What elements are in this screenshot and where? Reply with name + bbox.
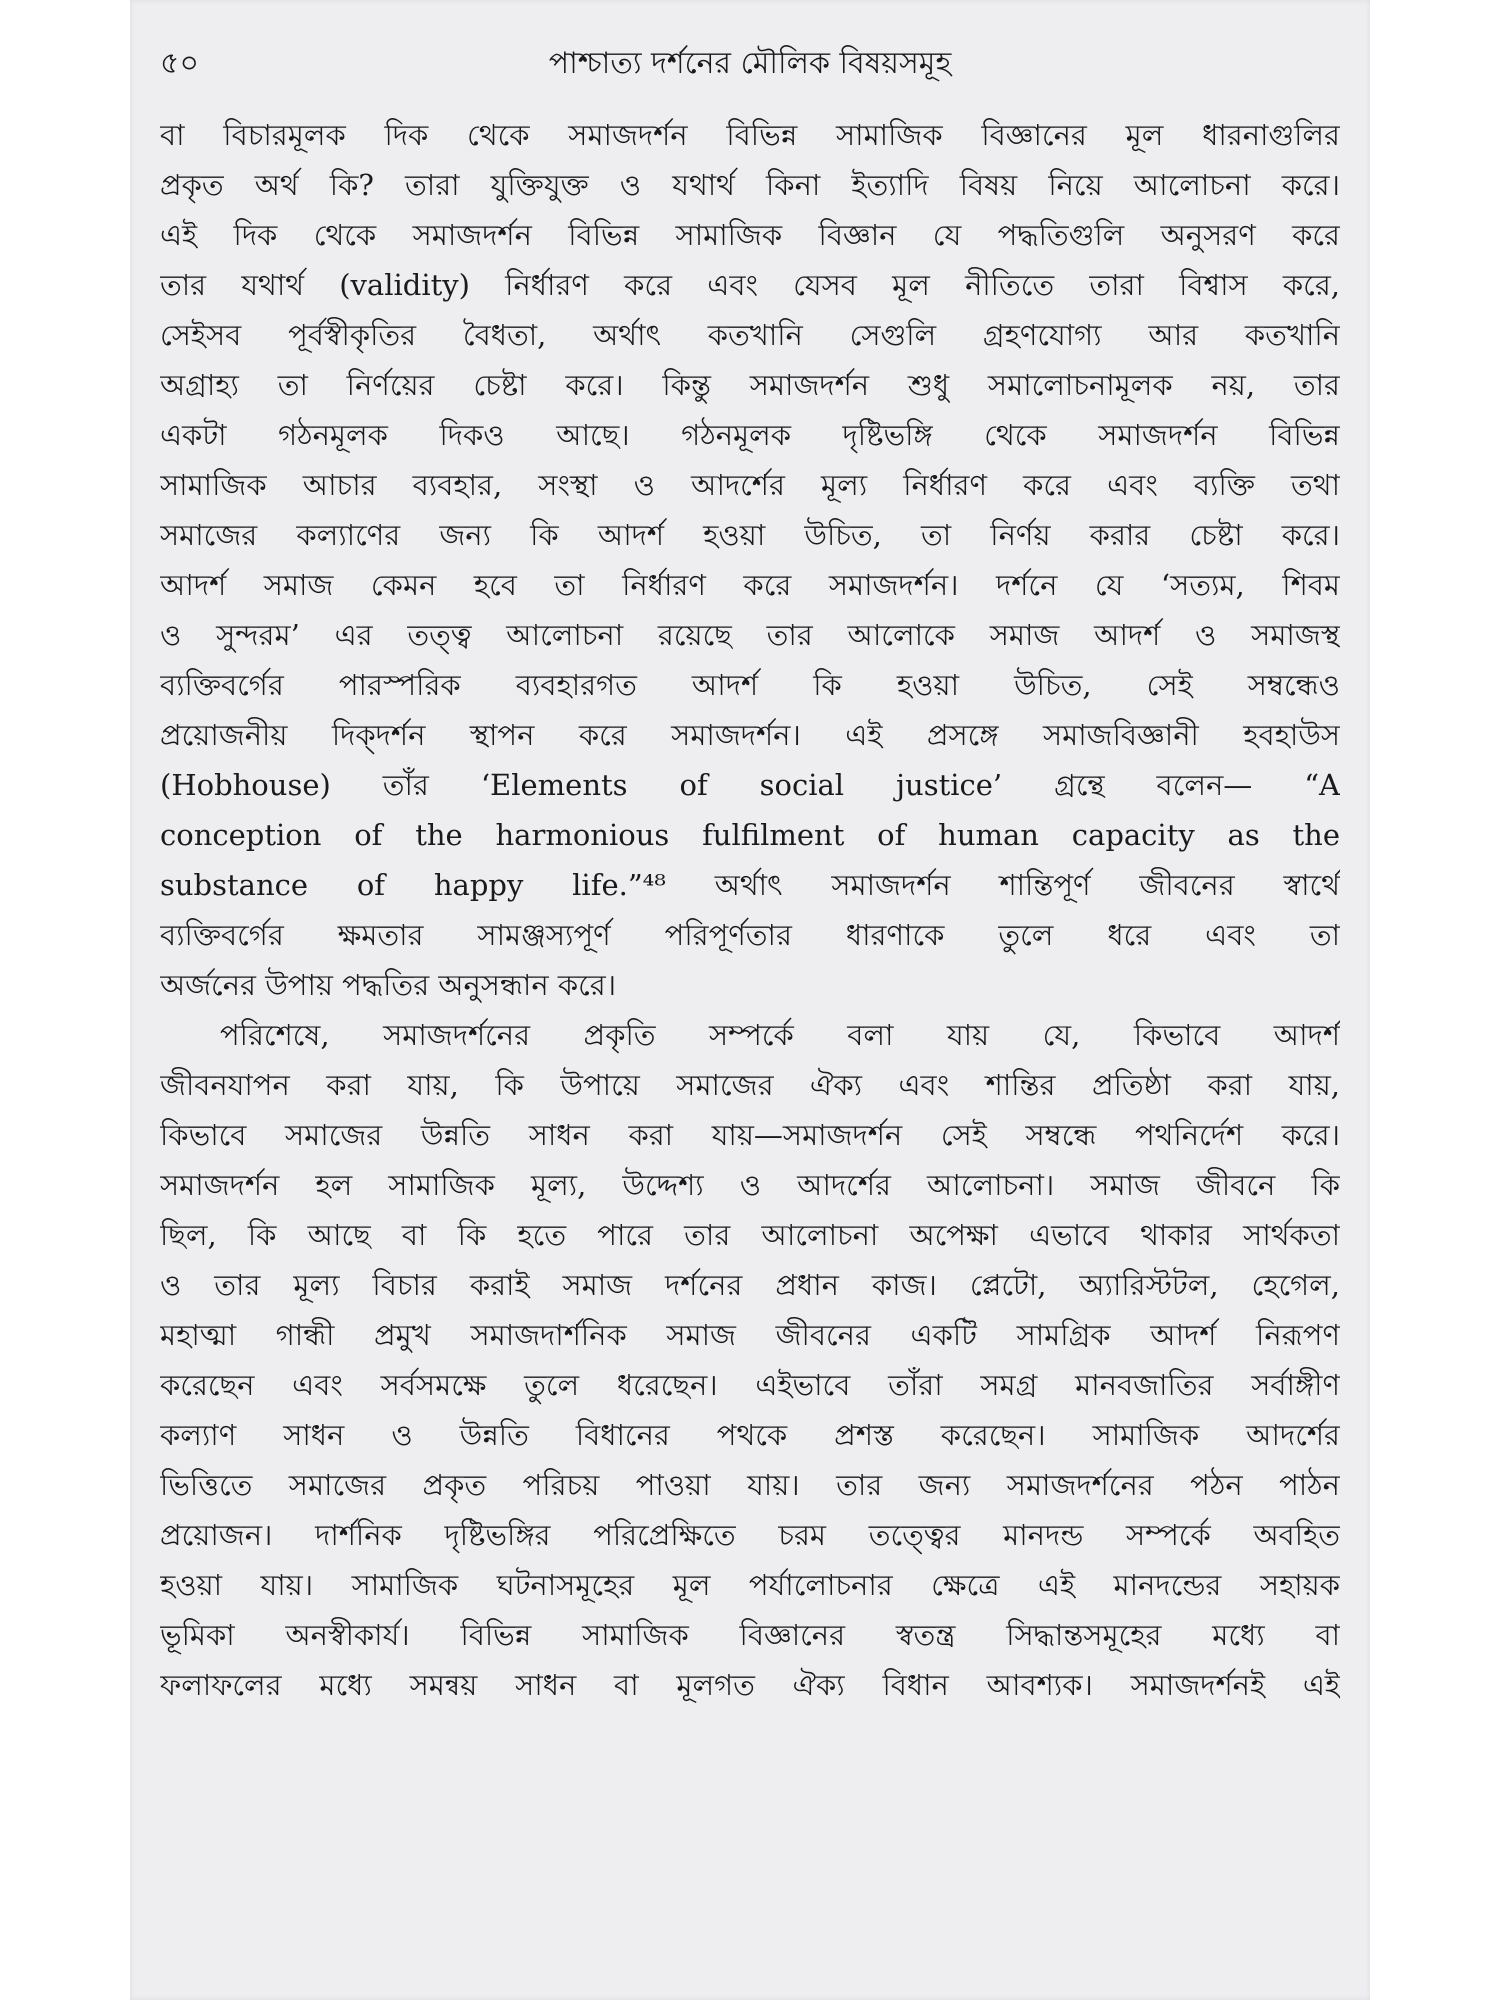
text-line: ভূমিকা অনস্বীকার্য। বিভিন্ন সামাজিক বিজ্ঞানের স্বতন্ত্র সিদ্ধান্তসমূহের মধ্যে বা bbox=[160, 1618, 1340, 1652]
text-line: সমাজদর্শন হল সামাজিক মূল্য, উদ্দেশ্য ও আদর্শের আলোচনা। সমাজ জীবনে কি bbox=[160, 1168, 1340, 1202]
text-line: একটা গঠনমূলক দিকও আছে। গঠনমূলক দৃষ্টিভঙ্গি থেকে সমাজদর্শন বিভিন্ন bbox=[160, 418, 1340, 452]
text-line: ব্যক্তিবর্গের ক্ষমতার সামঞ্জস্যপূর্ণ পরিপূর্ণতার ধারণাকে তুলে ধরে এবং তা bbox=[160, 918, 1340, 952]
text-line: মহাত্মা গান্ধী প্রমুখ সমাজদার্শনিক সমাজ জীবনের একটি সামগ্রিক আদর্শ নিরূপণ bbox=[160, 1318, 1340, 1352]
text-line: ও তার মূল্য বিচার করাই সমাজ দর্শনের প্রধান কাজ। প্লেটো, অ্যারিস্টটল, হেগেল, bbox=[160, 1268, 1340, 1302]
text-line: (Hobhouse) তাঁর ‘Elements of social justice’ গ্রন্থে বলেন— “A bbox=[160, 768, 1340, 802]
text-line: প্রয়োজনীয় দিক্দর্শন স্থাপন করে সমাজদর্শন। এই প্রসঙ্গে সমাজবিজ্ঞানী হবহাউস bbox=[160, 718, 1340, 752]
text-line: কল্যাণ সাধন ও উন্নতি বিধানের পথকে প্রশস্ত করেছেন। সামাজিক আদর্শের bbox=[160, 1418, 1340, 1452]
text-line: পরিশেষে, সমাজদর্শনের প্রকৃতি সম্পর্কে বলা যায় যে, কিভাবে আদর্শ bbox=[220, 1018, 1340, 1052]
text-line: সামাজিক আচার ব্যবহার, সংস্থা ও আদর্শের মূল্য নির্ধারণ করে এবং ব্যক্তি তথা bbox=[160, 468, 1340, 502]
text-line: ছিল, কি আছে বা কি হতে পারে তার আলোচনা অপেক্ষা এভাবে থাকার সার্থকতা bbox=[160, 1218, 1340, 1252]
text-line: প্রকৃত অর্থ কি? তারা যুক্তিযুক্ত ও যথার্থ কিনা ইত্যাদি বিষয় নিয়ে আলোচনা করে। bbox=[160, 168, 1340, 202]
text-line: অগ্রাহ্য তা নির্ণয়ের চেষ্টা করে। কিন্তু সমাজদর্শন শুধু সমালোচনামূলক নয়, তার bbox=[160, 368, 1340, 402]
paragraph-2 bbox=[160, 1010, 1340, 1710]
text-line: ব্যক্তিবর্গের পারস্পরিক ব্যবহারগত আদর্শ কি হওয়া উচিত, সেই সম্বন্ধেও bbox=[160, 668, 1340, 702]
text-line: আদর্শ সমাজ কেমন হবে তা নির্ধারণ করে সমাজদর্শন। দর্শনে যে ‘সত্যম, শিবম bbox=[160, 568, 1340, 602]
text-line: কিভাবে সমাজের উন্নতি সাধন করা যায়—সমাজদর্শন সেই সম্বন্ধে পথনির্দেশ করে। bbox=[160, 1118, 1340, 1152]
text-line: তার যথার্থ (validity) নির্ধারণ করে এবং যেসব মূল নীতিতে তারা বিশ্বাস করে, bbox=[160, 268, 1340, 302]
text-line: জীবনযাপন করা যায়, কি উপায়ে সমাজের ঐক্য এবং শান্তির প্রতিষ্ঠা করা যায়, bbox=[160, 1068, 1340, 1102]
paragraph-1 bbox=[160, 110, 1340, 1010]
text-line: এই দিক থেকে সমাজদর্শন বিভিন্ন সামাজিক বিজ্ঞান যে পদ্ধতিগুলি অনুসরণ করে bbox=[160, 218, 1340, 252]
text-line: ভিত্তিতে সমাজের প্রকৃত পরিচয় পাওয়া যায়। তার জন্য সমাজদর্শনের পঠন পাঠন bbox=[160, 1468, 1340, 1502]
text-line: conception of the harmonious fulfilment of human capacity as the bbox=[160, 818, 1340, 852]
text-line: হওয়া যায়। সামাজিক ঘটনাসমূহের মূল পর্যালোচনার ক্ষেত্রে এই মানদন্ডের সহায়ক bbox=[160, 1568, 1340, 1602]
body-text bbox=[160, 110, 1340, 1710]
text-line: অর্জনের উপায় পদ্ধতির অনুসন্ধান করে। bbox=[160, 968, 617, 1002]
text-line: বা বিচারমূলক দিক থেকে সমাজদর্শন বিভিন্ন সামাজিক বিজ্ঞানের মূল ধারনাগুলির bbox=[160, 118, 1340, 152]
page-header bbox=[160, 40, 1340, 88]
page-number: ৫০ bbox=[160, 45, 199, 81]
text-line: করেছেন এবং সর্বসমক্ষে তুলে ধরেছেন। এইভাবে তাঁরা সমগ্র মানবজাতির সর্বাঙ্গীণ bbox=[160, 1368, 1340, 1402]
running-title: পাশ্চাত্য দর্শনের মৌলিক বিষয়সমূহ bbox=[548, 45, 952, 81]
text-line: সেইসব পূর্বস্বীকৃতির বৈধতা, অর্থাৎ কতখানি সেগুলি গ্রহণযোগ্য আর কতখানি bbox=[160, 318, 1340, 352]
text-line: সমাজের কল্যাণের জন্য কি আদর্শ হওয়া উচিত, তা নির্ণয় করার চেষ্টা করে। bbox=[160, 518, 1340, 552]
text-line: ও সুন্দরম’ এর তত্ত্ব আলোচনা রয়েছে তার আলোকে সমাজ আদর্শ ও সমাজস্থ bbox=[160, 618, 1340, 652]
text-line: প্রয়োজন। দার্শনিক দৃষ্টিভঙ্গির পরিপ্রেক্ষিতে চরম তত্ত্বের মানদন্ড সম্পর্কে অবহিত bbox=[160, 1518, 1340, 1552]
book-page bbox=[130, 0, 1370, 2000]
text-line: ফলাফলের মধ্যে সমন্বয় সাধন বা মূলগত ঐক্য বিধান আবশ্যক। সমাজদর্শনই এই bbox=[160, 1668, 1340, 1702]
text-line: substance of happy life.”⁴⁸ অর্থাৎ সমাজদর্শন শান্তিপূর্ণ জীবনের স্বার্থে bbox=[160, 868, 1340, 902]
